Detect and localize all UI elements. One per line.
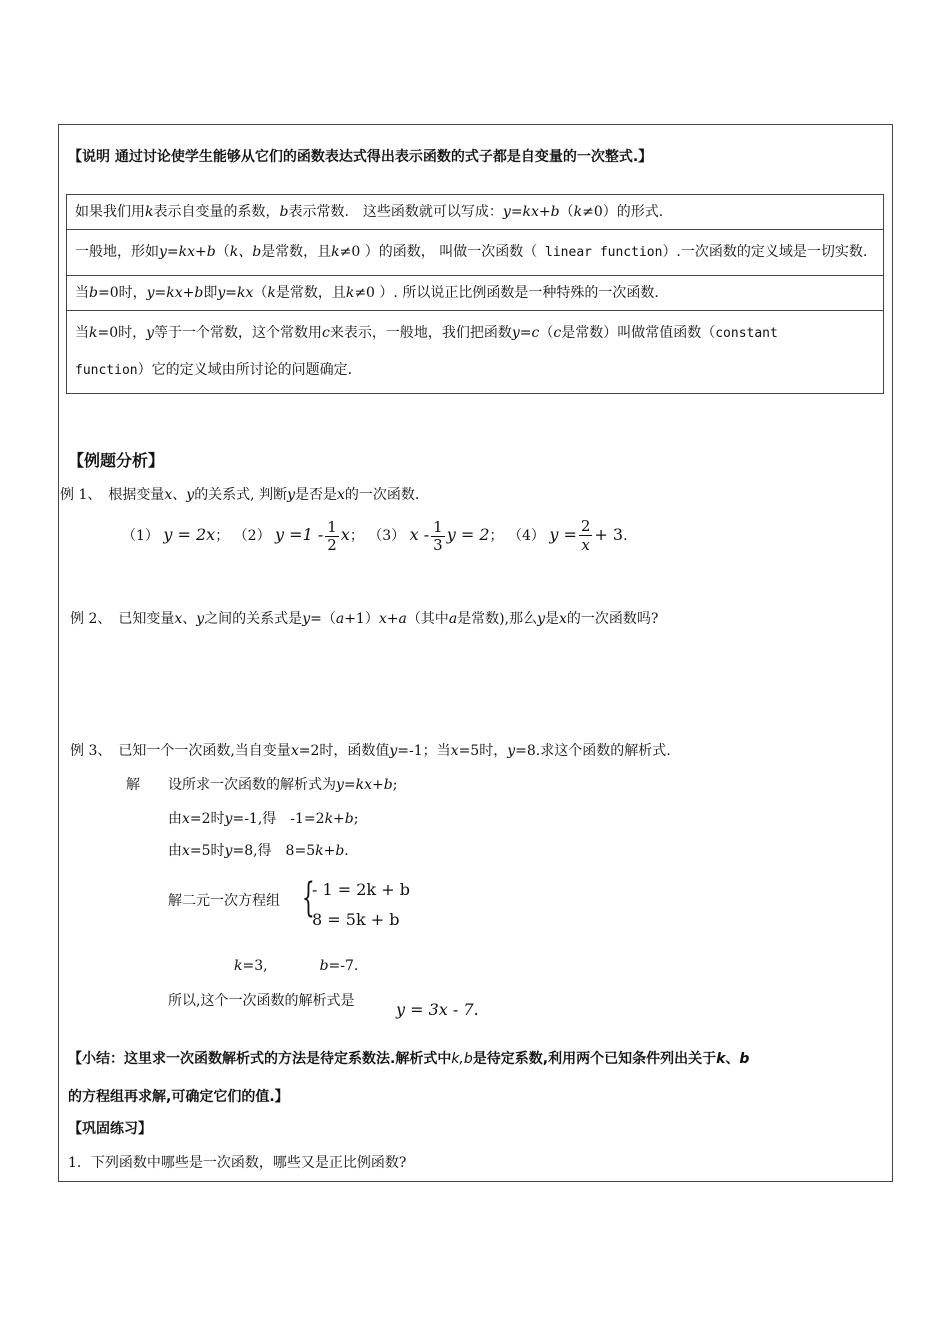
example-3-prompt: 例 3、 已知一个一次函数,当自变量x=2时，函数值y=-1；当x=5时，y=8.求这个函数的解析式. xyxy=(70,743,671,759)
table-row xyxy=(67,276,884,311)
solution-intro: 解 设所求一次函数的解析式为y=kx+b; xyxy=(126,777,398,793)
equation-1: - 1 = 2k + b xyxy=(312,880,410,899)
solution-values: k=3, b=-7. xyxy=(234,958,359,974)
example-1-prompt: 例 1、 根据变量x、y的关系式, 判断y是否是x的一次函数. xyxy=(60,487,420,503)
equation-system-label: 解二元一次方程组 xyxy=(168,893,280,909)
table-row xyxy=(67,230,884,276)
example-heading: 【例题分析】 xyxy=(68,451,165,470)
solution-step-1: 由x=2时y=-1,得 -1=2k+b; xyxy=(168,811,359,827)
definition-cell: 当b=0时，y=kx+b即y=kx（k是常数，且k≠0 ）. 所以说正比例函数是一种特殊的一次函数. xyxy=(67,276,884,311)
practice-question-1: 1．下列函数中哪些是一次函数，哪些又是正比例函数? xyxy=(68,1155,407,1171)
definition-cell: 当k=0时，y等于一个常数，这个常数用c来表示，一般地，我们把函数y=c（c是常数）叫做常值函数（constant function）它的定义域由所讨论的问题确定. xyxy=(67,311,884,394)
summary-line-1: 【小结：这里求一次函数解析式的方法是待定系数法.解析式中k,b是待定系数,利用两个已知条件列出关于k、b xyxy=(68,1051,750,1067)
equation-brace: { xyxy=(302,875,315,921)
solution-conclusion: 所以,这个一次函数的解析式是 xyxy=(168,993,355,1009)
equation-2: 8 = 5k + b xyxy=(312,910,400,929)
summary-line-2: 的方程组再求解,可确定它们的值.】 xyxy=(68,1089,289,1105)
definition-cell: 如果我们用k表示自变量的系数，b表示常数. 这些函数就可以写成：y=kx+b（k≠0）的形式. xyxy=(67,195,884,230)
table-row xyxy=(67,195,884,230)
definition-table xyxy=(66,194,884,394)
solution-step-2: 由x=5时y=8,得 8=5k+b. xyxy=(168,843,349,859)
teaching-note: 【说明 通过讨论使学生能够从它们的函数表达式得出表示函数的式子都是自变量的一次整式.】 xyxy=(68,149,653,165)
example-2-prompt: 例 2、 已知变量x、y之间的关系式是y=（a+1）x+a（其中a是常数),那么y是x的一次函数吗? xyxy=(70,611,659,627)
solution-result: y = 3x - 7. xyxy=(396,1000,479,1019)
table-row xyxy=(67,311,884,394)
definition-cell: 一般地，形如y=kx+b（k、b是常数，且k≠0 ）的函数， 叫做一次函数（ linear function）.一次函数的定义域是一切实数. xyxy=(67,230,884,276)
example-1-formulas: （1） y = 2x； （2） y =1 - $\frac{1}{2}$ x； （3） x - $\frac{1}{3}$ y = 2； （4） y = $\frac{2}{x} + 3$. xyxy=(122,517,628,554)
practice-heading: 【巩固练习】 xyxy=(68,1121,152,1137)
